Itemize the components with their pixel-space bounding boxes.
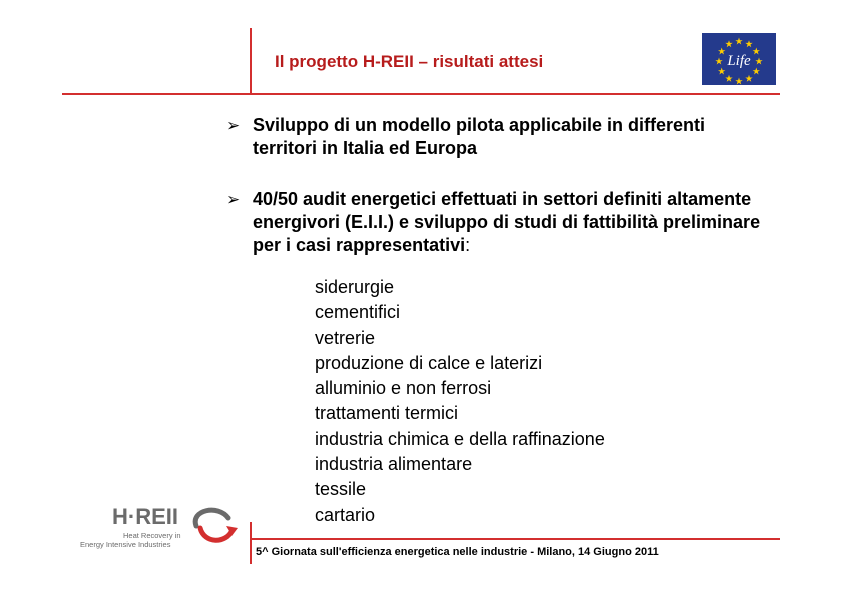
eu-star-icon	[725, 40, 732, 47]
hreii-logo	[78, 500, 248, 556]
eu-star-icon	[753, 68, 760, 75]
eu-star-icon	[735, 78, 742, 85]
footer-vertical-rule	[250, 522, 252, 564]
eu-star-icon	[753, 48, 760, 55]
header-vertical-rule	[250, 28, 252, 95]
hreii-logo-tagline-2: Energy Intensive Industries	[80, 540, 171, 549]
hreii-logo-name: H·REII	[112, 504, 178, 529]
eu-star-icon	[718, 48, 725, 55]
list-item: trattamenti termici	[315, 403, 459, 424]
list-item: vetrerie	[315, 327, 376, 348]
list-item: industria chimica e della raffinazione	[315, 428, 605, 449]
bullet-text	[253, 188, 773, 257]
list-item: siderurgie	[315, 277, 395, 297]
list-item: alluminio e non ferrosi	[315, 378, 492, 399]
eu-star-icon	[755, 58, 762, 65]
eu-star-icon	[725, 75, 732, 82]
bullet-item	[226, 188, 766, 262]
eu-star-icon	[715, 58, 722, 65]
sector-list	[315, 275, 605, 528]
slide-title: Il progetto H-REII – risultati attesi	[275, 52, 544, 71]
bullet-text: Sviluppo di un modello pilota applicabile in differenti territori in Italia ed Europa	[253, 115, 706, 158]
list-item: cementifici	[315, 302, 401, 323]
eu-star-icon	[745, 75, 752, 82]
footer-horizontal-rule	[250, 538, 780, 540]
list-item: industria alimentare	[315, 454, 473, 475]
eu-life-logo	[702, 33, 776, 85]
eu-star-icon	[735, 38, 742, 45]
eu-star-icon	[718, 68, 725, 75]
recovery-arrow-icon	[195, 510, 238, 540]
bullet-item	[226, 114, 766, 164]
arrow-bullet-icon: ➢	[226, 116, 241, 135]
list-item: tessile	[315, 479, 367, 500]
bullet-text-tail: :	[465, 235, 471, 255]
arrow-bullet-icon: ➢	[226, 190, 241, 209]
bullet-text-bold: 40/50 audit energetici effettuati in settori definiti altamente energivori (E.I.I.) e sviluppo di studi di fattibilità preliminare per i casi rappresentativi	[253, 189, 761, 255]
life-logo-text: Life	[727, 53, 751, 69]
list-item: cartario	[315, 504, 376, 525]
list-item: produzione di calce e laterizi	[315, 352, 543, 373]
eu-star-icon	[745, 40, 752, 47]
hreii-logo-tagline-1: Heat Recovery in	[123, 531, 181, 540]
footer-text: 5^ Giornata sull'efficienza energetica nelle industrie - Milano, 14 Giugno 2011	[256, 546, 659, 558]
header-horizontal-rule	[62, 93, 780, 95]
